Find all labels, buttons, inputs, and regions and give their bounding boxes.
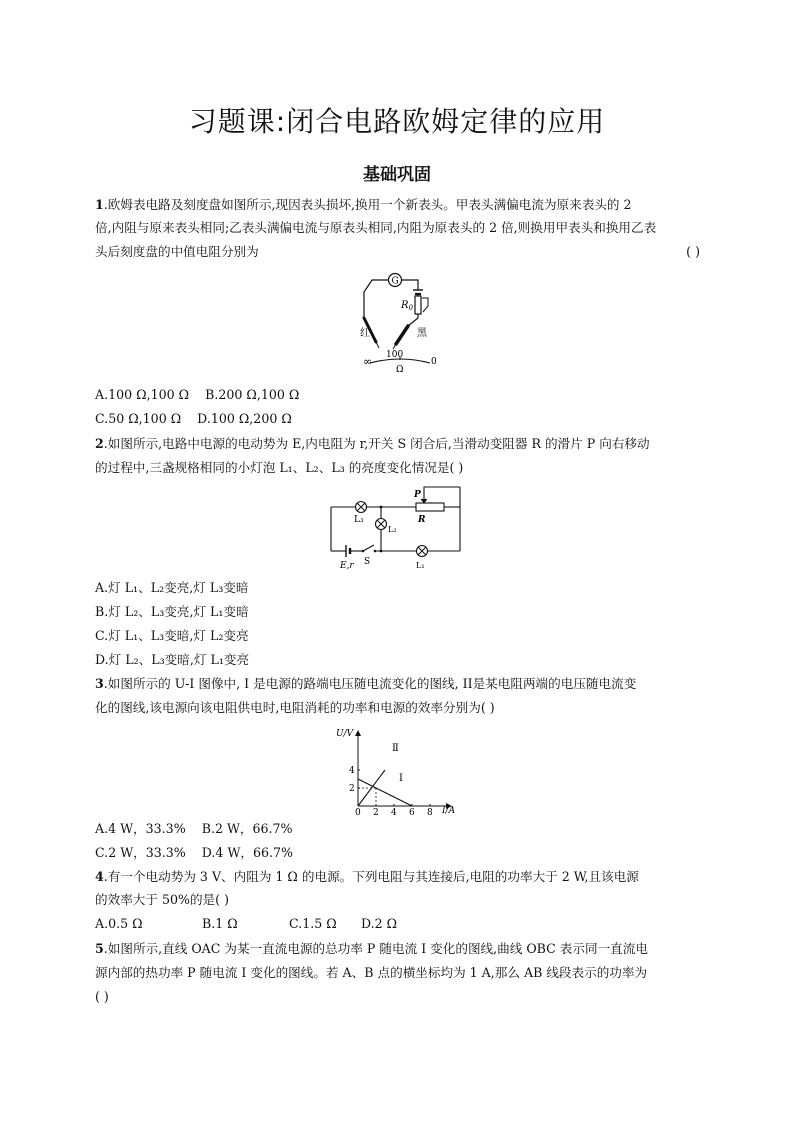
black-probe-icon [396, 326, 408, 344]
x-tick-label: 0 [355, 808, 361, 816]
question-number: 1 [95, 197, 104, 212]
x-tick-label: 6 [409, 808, 415, 816]
question-number: 3 [95, 676, 104, 691]
option-d: D.100 Ω,200 Ω [197, 411, 292, 426]
question-text: 的效率大于 50%的是( ) [95, 892, 229, 907]
option-b: B.200 Ω,100 Ω [205, 387, 300, 402]
rheostat-icon [415, 296, 421, 314]
ohmmeter-circuit-figure [330, 268, 470, 376]
red-probe-label: 红 [360, 328, 370, 339]
option-a: A.4 W，33.3% [95, 821, 186, 836]
option-c: C.灯 L₁、L₃变暗,灯 L₂变亮 [95, 628, 249, 643]
option-b: B.灯 L₂、L₃变亮,灯 L₁变暗 [95, 604, 249, 619]
question-text: .如图所示的 U-I 图像中, I 是电源的路端电压随电流变化的图线, II是某电阻两端的电压随电流变 [103, 676, 637, 691]
y-tick-label: 4 [349, 766, 355, 776]
u-i-chart [334, 724, 464, 816]
question-text: 头后刻度盘的中值电阻分别为 [95, 244, 259, 259]
x-tick-label: 8 [427, 808, 433, 816]
rheostat-icon [416, 503, 444, 511]
question-text: .有一个电动势为 3 V、内阻为 1 Ω 的电源。下列电阻与其连接后,电阻的功率大于 2 W,且该电源 [103, 869, 639, 884]
lamp-circuit-figure [326, 482, 466, 574]
slider-label: P [414, 490, 421, 500]
lamp-l2-label: L₂ [388, 525, 397, 534]
switch-icon [363, 545, 374, 551]
x-tick-label: 2 [373, 808, 379, 816]
option-b: B.1 Ω [202, 916, 238, 931]
lamp-l3-label: L₃ [354, 515, 364, 525]
answer-blank: ( ) [686, 244, 700, 259]
question-text: ( ) [95, 989, 109, 1004]
series-line-i [358, 779, 412, 806]
option-d: D.灯 L₂、L₃变暗,灯 L₁变亮 [95, 652, 250, 667]
question-text: 倍,内阻与原来表头相同;乙表头满偏电流与原表头相同,内阻为原表头的 2 倍,则换用甲表头和换用乙表 [95, 220, 657, 235]
question-number: 5 [95, 941, 104, 956]
page-title: 习题课:闭合电路欧姆定律的应用 [188, 105, 606, 138]
scale-infinity-label: ∞ [363, 355, 373, 368]
question-number: 2 [95, 436, 104, 451]
option-a: A.灯 L₁、L₂变亮,灯 L₃变暗 [95, 580, 249, 595]
option-c: C.2 W，33.3% [95, 845, 186, 860]
scale-zero-label: 0 [431, 357, 437, 367]
rheostat-label: R [418, 515, 426, 525]
x-tick-label: 4 [391, 808, 397, 816]
series-label-ii: Ⅱ [392, 743, 399, 754]
question-text: 的过程中,三盏规格相同的小灯泡 L₁、L₂、L₃ 的亮度变化情况是( ) [95, 460, 464, 475]
question-text: .欧姆表电路及刻度盘如图所示,现因表头损坏,换用一个新表头。甲表头满偏电流为原来表头的 2 [103, 197, 632, 212]
y-axis-arrow [355, 730, 361, 736]
option-b: B.2 W，66.7% [201, 821, 293, 836]
x-axis-label: I/A [442, 806, 456, 816]
rheostat-label: $R_0$ [401, 300, 413, 312]
option-d: D.4 W，66.7% [201, 845, 293, 860]
option-c: C.1.5 Ω [289, 916, 337, 931]
question-text: 化的图线,该电源向该电阻供电时,电阻消耗的功率和电源的效率分别为( ) [95, 700, 495, 715]
question-text: 源内部的热功率 P 随电流 I 变化的图线。若 A、B 点的横坐标均为 1 A,那么 AB 线段表示的功率为 [95, 965, 648, 980]
black-probe-label: 黑 [417, 328, 427, 339]
option-a: A.100 Ω,100 Ω [95, 387, 190, 402]
y-axis-label: U/V [336, 729, 354, 739]
galvanometer-label: G [391, 276, 399, 287]
question-number: 4 [95, 869, 104, 884]
option-a: A.0.5 Ω [95, 916, 143, 931]
scale-mid-label: 100 [386, 350, 404, 360]
question-text: .如图所示,直线 OAC 为某一直流电源的总功率 P 随电流 I 变化的图线,曲线 OBC 表示同一直流电 [103, 941, 648, 956]
source-label: E,r [340, 561, 354, 571]
slider-p-icon [424, 487, 460, 503]
y-tick-label: 2 [349, 784, 355, 794]
series-label-i: Ⅰ [399, 773, 403, 784]
switch-label: S [364, 557, 371, 567]
lamp-l1-label: L₁ [416, 561, 425, 570]
section-heading: 基础巩固 [363, 165, 431, 185]
option-c: C.50 Ω,100 Ω [95, 411, 182, 426]
option-d: D.2 Ω [361, 916, 398, 931]
scale-unit-label: Ω [396, 365, 404, 375]
question-text: .如图所示,电路中电源的电动势为 E,内电阻为 r,开关 S 闭合后,当滑动变阻器 R 的滑片 P 向右移动 [103, 436, 650, 451]
